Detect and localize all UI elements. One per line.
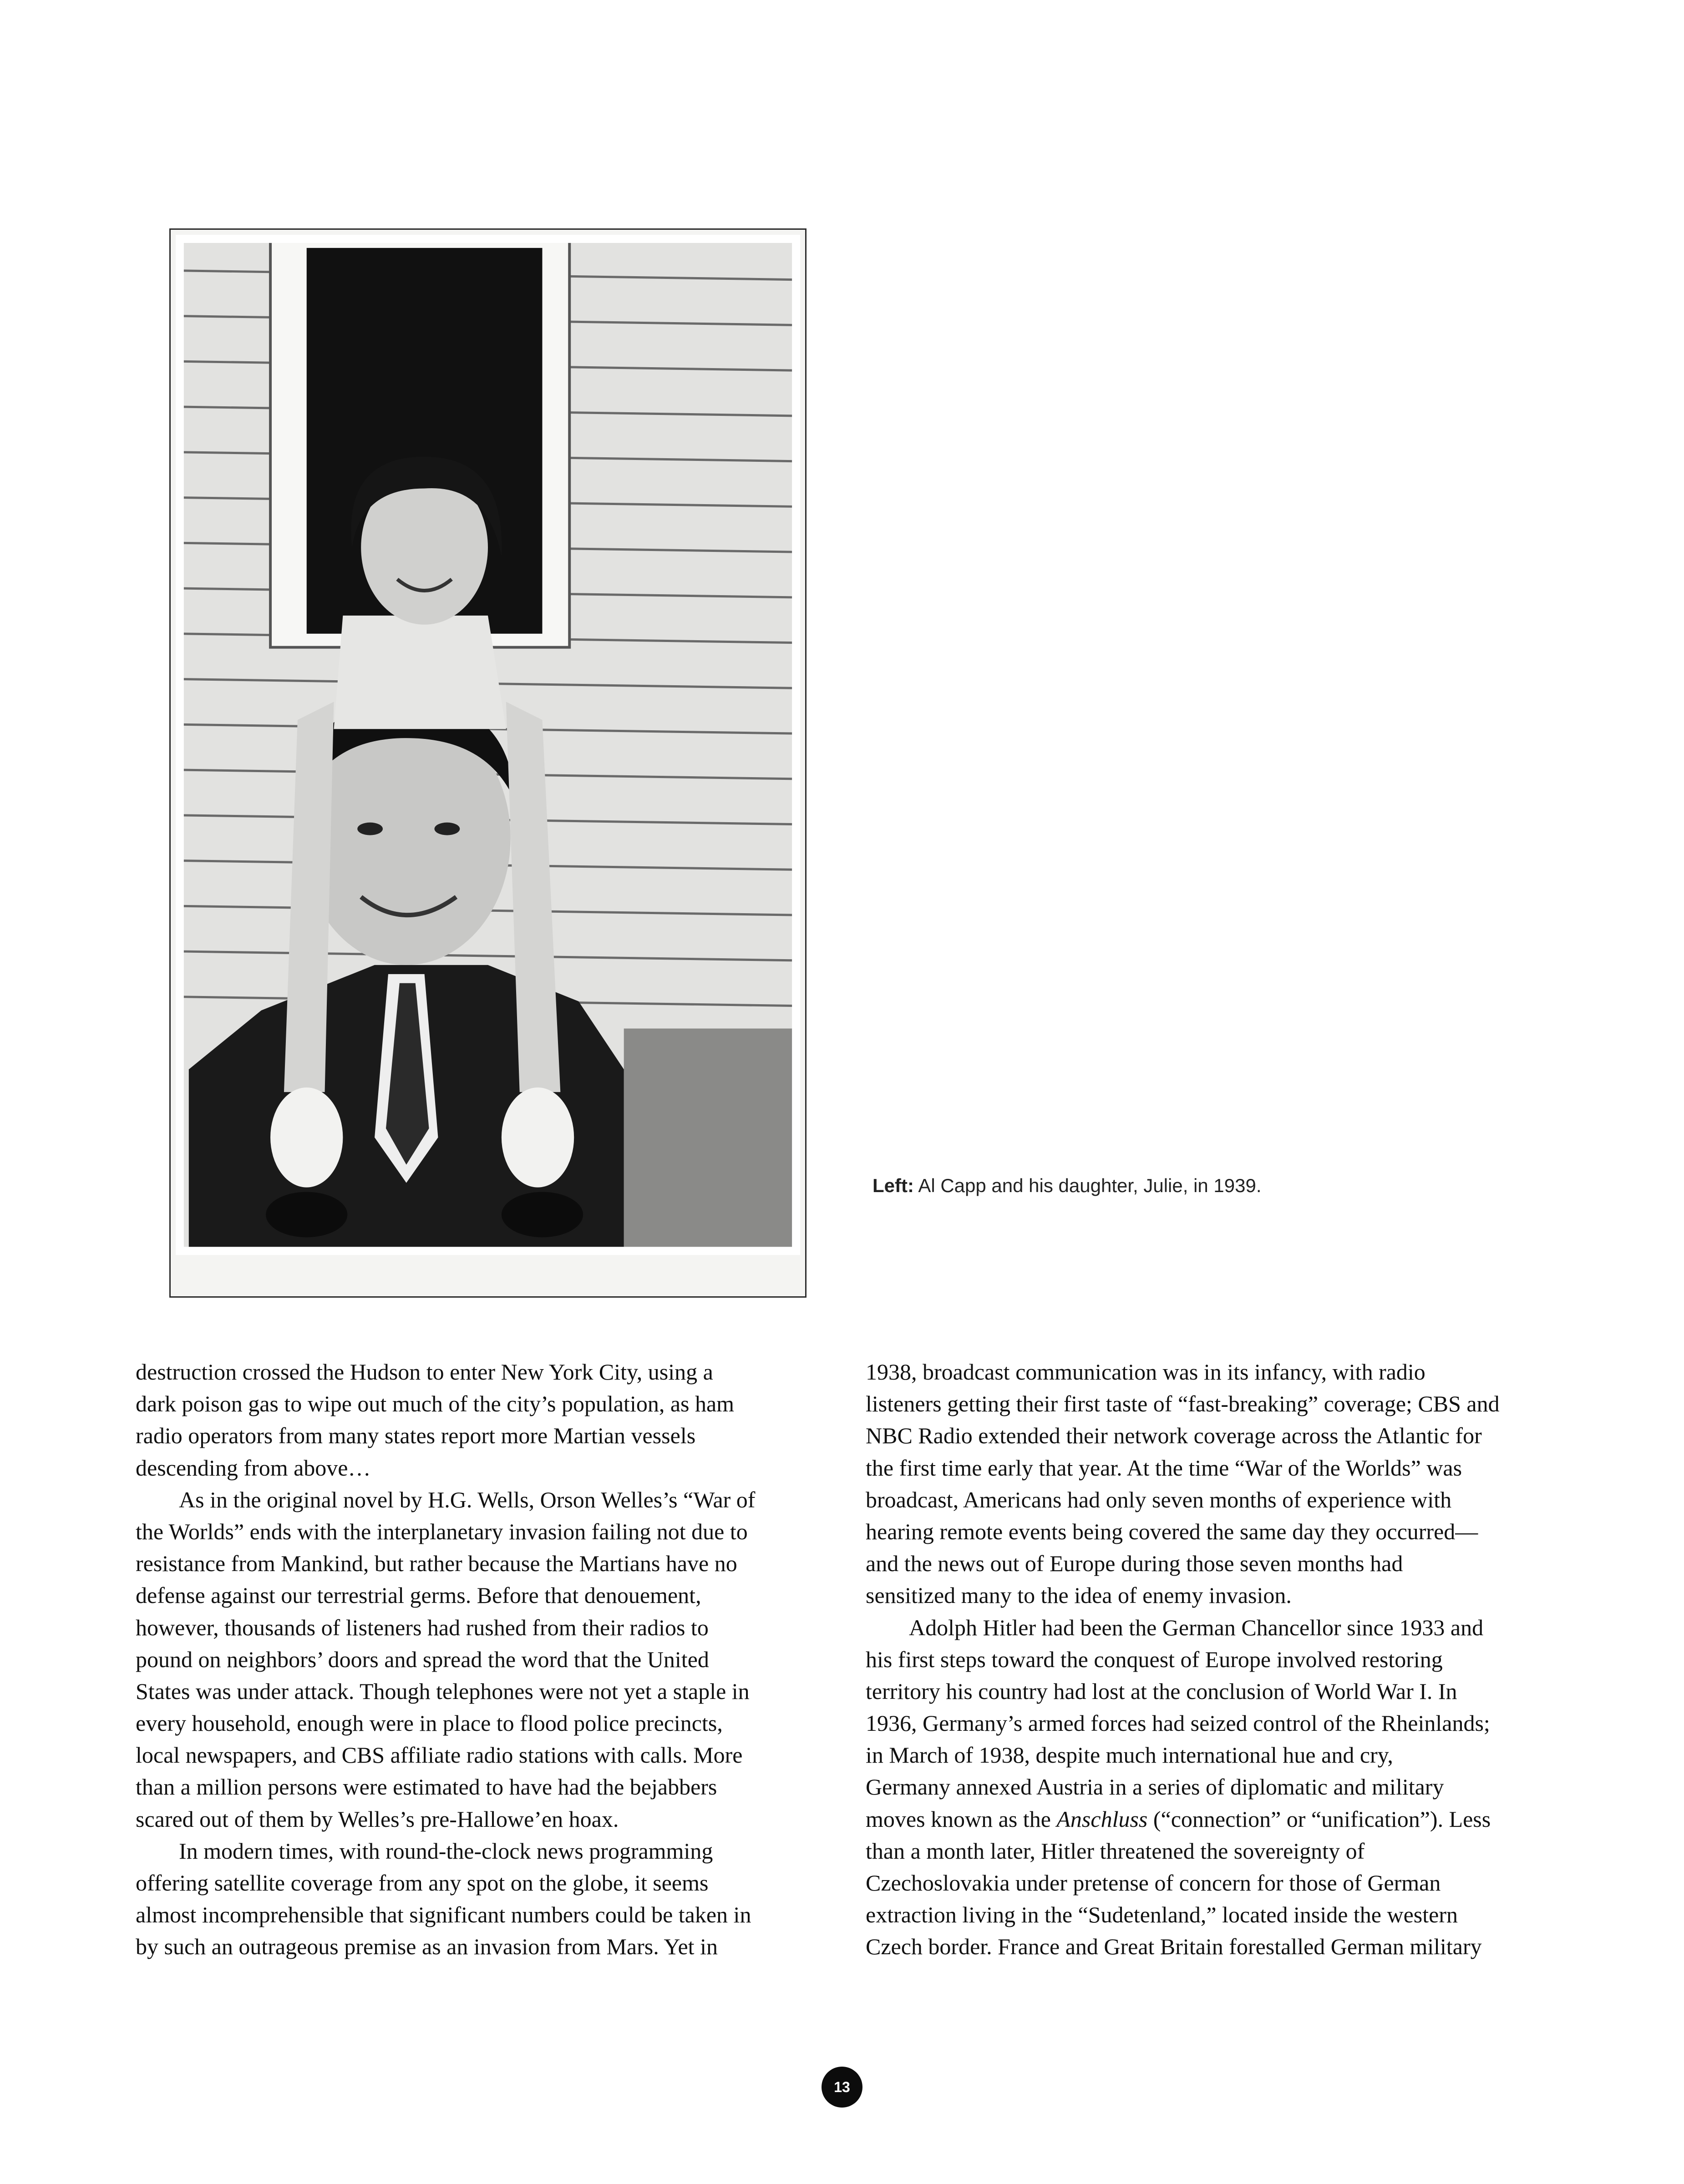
text-line: than a million persons were estimated to have had the bejabbers (136, 1774, 717, 1800)
man-eye-right (435, 823, 460, 835)
text-line: his first steps toward the conquest of Europe involved restoring (866, 1646, 1443, 1672)
caption-lead: Left: (872, 1175, 914, 1196)
caption-text: Al Capp and his daughter, Julie, in 1939. (913, 1175, 1262, 1196)
text-line: Germany annexed Austria in a series of diplomatic and military (866, 1774, 1444, 1800)
text-line: In modern times, with round-the-clock news programming (179, 1838, 713, 1864)
text-line: in March of 1938, despite much international hue and cry, (866, 1742, 1393, 1768)
body-column-left (136, 1356, 798, 1963)
text-line: Adolph Hitler had been the German Chancellor since 1933 and (909, 1614, 1484, 1640)
child-sock-left (270, 1087, 343, 1187)
child-shoe-left (266, 1192, 347, 1238)
text-line: destruction crossed the Hudson to enter New York City, using a (136, 1359, 713, 1385)
text-line: broadcast, Americans had only seven months of experience with (866, 1486, 1452, 1512)
text-line: descending from above… (136, 1455, 371, 1481)
anschluss-term: Anschluss (1056, 1806, 1148, 1832)
text-line: 1938, broadcast communication was in its infancy, with radio (866, 1359, 1425, 1385)
page-number-badge (822, 2067, 862, 2108)
text-line: Czech border. France and Great Britain forestalled German military (866, 1934, 1482, 1960)
text-segment: moves known as the (866, 1806, 1057, 1832)
text-line: NBC Radio extended their network coverage across the Atlantic for (866, 1423, 1482, 1449)
text-line: the Worlds” ends with the interplanetary invasion failing not due to (136, 1518, 748, 1544)
foundation (624, 1029, 796, 1251)
text-line: however, thousands of listeners had rushed from their radios to (136, 1614, 709, 1640)
text-line: almost incomprehensible that significant numbers could be taken in (136, 1902, 751, 1928)
text-line: 1936, Germany’s armed forces had seized control of the Rheinlands; (866, 1710, 1490, 1736)
text-line: than a month later, Hitler threatened the sovereignty of (866, 1838, 1365, 1864)
text-line: hearing remote events being covered the same day they occurred— (866, 1518, 1478, 1544)
text-line: territory his country had lost at the conclusion of World War I. In (866, 1678, 1457, 1704)
text-line: dark poison gas to wipe out much of the city’s population, as ham (136, 1391, 735, 1417)
child-shoe-right (502, 1192, 583, 1238)
text-line: As in the original novel by H.G. Wells, Orson Welles’s “War of (179, 1486, 756, 1512)
text-line: sensitized many to the idea of enemy invasion. (866, 1582, 1292, 1608)
text-line: radio operators from many states report more Martian vessels (136, 1423, 696, 1449)
text-line: States was under attack. Though telephones were not yet a staple in (136, 1678, 750, 1704)
photo-illustration (171, 230, 805, 1296)
photo-caption (872, 1175, 1510, 1197)
text-line: local newspapers, and CBS affiliate radio stations with calls. More (136, 1742, 743, 1768)
text-line: scared out of them by Welles’s pre-Hallowe’en hoax. (136, 1806, 619, 1832)
man-eye-left (357, 823, 383, 835)
text-line: resistance from Mankind, but rather because the Martians have no (136, 1551, 737, 1577)
text-segment: (“connection” or “unification”). Less (1147, 1806, 1491, 1832)
text-line: every household, enough were in place to flood police precincts, (136, 1710, 723, 1736)
text-line: the first time early that year. At the time “War of the Worlds” was (866, 1455, 1462, 1481)
text-line: offering satellite coverage from any spot on the globe, it seems (136, 1870, 709, 1896)
photograph (169, 228, 806, 1298)
page-number: 13 (834, 2079, 850, 2095)
text-line: defense against our terrestrial germs. Before that denouement, (136, 1582, 701, 1608)
text-line: Czechoslovakia under pretense of concern for those of German (866, 1870, 1441, 1896)
text-line-anschluss (866, 1803, 1528, 1835)
text-line: listeners getting their first taste of “fast-breaking” coverage; CBS and (866, 1391, 1500, 1417)
child-sock-right (502, 1087, 574, 1187)
text-line: pound on neighbors’ doors and spread the word that the United (136, 1646, 709, 1672)
text-line: extraction living in the “Sudetenland,” located inside the western (866, 1902, 1458, 1928)
child-dress (334, 616, 506, 729)
body-column-right (866, 1356, 1528, 1963)
text-line: and the news out of Europe during those seven months had (866, 1551, 1403, 1577)
text-line: by such an outrageous premise as an invasion from Mars. Yet in (136, 1934, 718, 1960)
